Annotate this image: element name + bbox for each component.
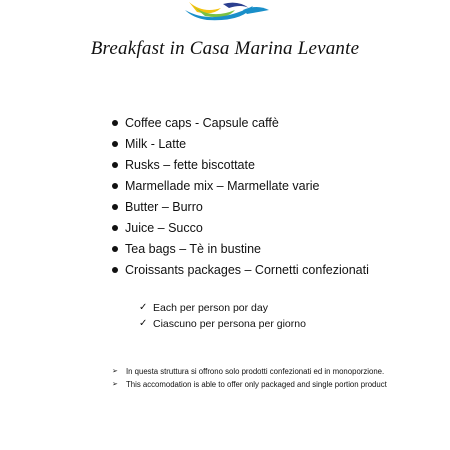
- note-item: [112, 378, 387, 391]
- list-item: Milk - Latte: [112, 134, 369, 155]
- list-item: Tea bags – Tè in bustine: [112, 239, 369, 260]
- check-item: [139, 300, 306, 316]
- check-item-label: Ciascuno per persona per giorno: [153, 318, 306, 330]
- checkmark-icon: ✓: [139, 318, 148, 329]
- check-item-label: Each per person por day: [153, 302, 268, 314]
- note-label: In questa struttura si offrono solo prodotti confezionati ed in monoporzione.: [126, 367, 385, 376]
- portion-checklist: [139, 300, 306, 332]
- page-title: Breakfast in Casa Marina Levante: [90, 38, 360, 59]
- list-item: Croissants packages – Cornetti confezionati: [112, 260, 369, 281]
- list-item: Rusks – fette biscottate: [112, 155, 369, 176]
- note-item: [112, 365, 387, 378]
- list-item: Coffee caps - Capsule caffè: [112, 113, 369, 134]
- wave-logo-icon: [183, 0, 273, 22]
- arrow-bullet-icon: ➢: [112, 381, 118, 388]
- list-item: Marmellade mix – Marmellate varie: [112, 176, 369, 197]
- breakfast-items-list: [112, 113, 369, 281]
- arrow-bullet-icon: ➢: [112, 368, 118, 375]
- list-item: Juice – Succo: [112, 218, 369, 239]
- list-item: Butter – Burro: [112, 197, 369, 218]
- check-item: [139, 316, 306, 332]
- checkmark-icon: ✓: [139, 302, 148, 313]
- notes-list: [112, 365, 387, 391]
- note-label: This accomodation is able to offer only packaged and single portion product: [126, 380, 387, 389]
